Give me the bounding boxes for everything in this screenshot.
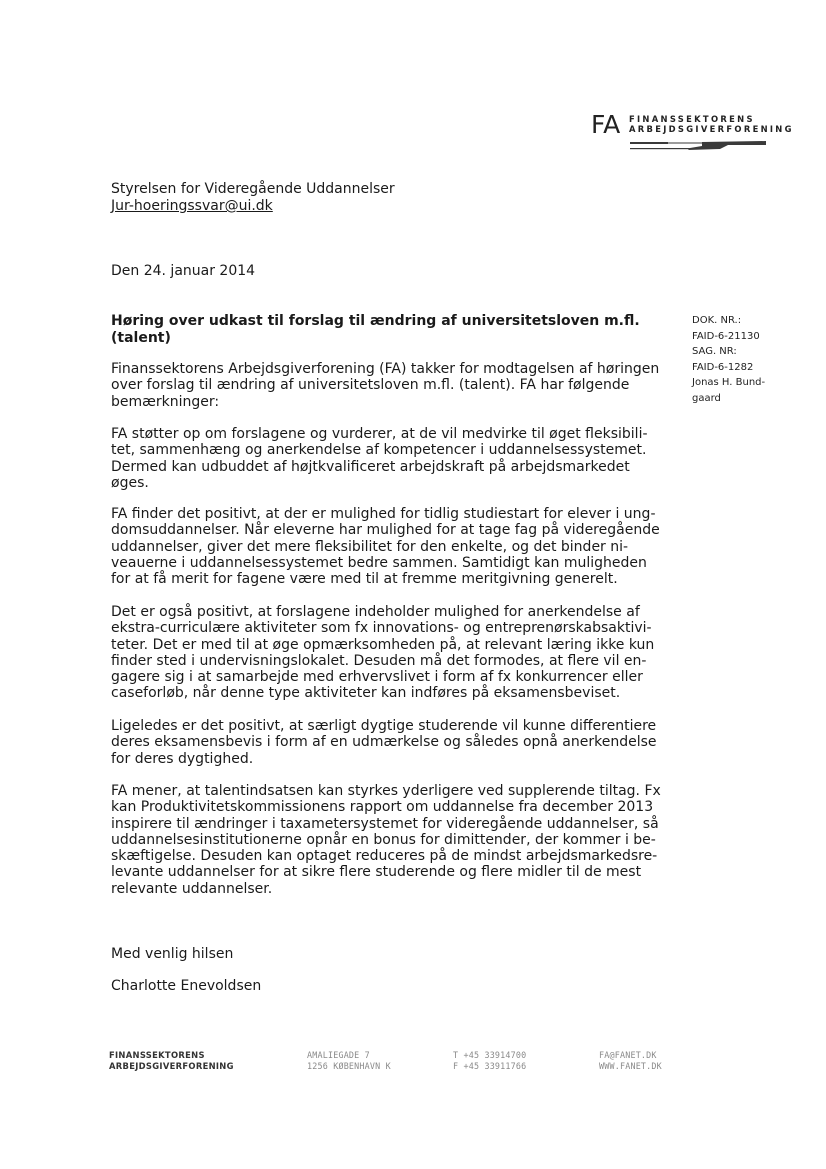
paragraph-early-start xyxy=(111,506,660,587)
paragraph-line: domsuddannelser. Når eleverne har mulighed for at tage fag på videregående xyxy=(111,522,660,539)
recipient-email-link[interactable]: Jur-hoeringssvar@ui.dk xyxy=(111,198,273,214)
footer-address-street: AMALIEGADE 7 xyxy=(307,1050,370,1060)
footer-org-line2: ARBEJDSGIVERFORENING xyxy=(109,1061,234,1071)
footer-email-link[interactable]: FA@FANET.DK xyxy=(599,1050,657,1060)
paragraph-line: veauerne i uddannelsessystemet bedre sammen. Samtidigt kan muligheden xyxy=(111,554,647,571)
paragraph-line: ekstra-curriculære aktiviteter som fx innovations- og entreprenørskabsaktivi- xyxy=(111,620,652,637)
subject-line: (talent) xyxy=(111,329,171,346)
paragraph-support xyxy=(111,426,648,491)
paragraph-extracurricular xyxy=(111,604,654,702)
paragraph-talent-initiatives xyxy=(111,783,661,897)
document-reference-sidebar xyxy=(692,313,765,406)
closing-greeting: Med venlig hilsen xyxy=(111,946,234,962)
paragraph-line: tet, sammenhæng og anerkendelse af kompetencer i uddannelsessystemet. xyxy=(111,442,647,459)
paragraph-line: gagere sig i at samarbejde med erhvervslivet i form af fx konkurrencer eller xyxy=(111,669,643,686)
paragraph-line: finder sted i undervisningslokalet. Desuden må det formodes, at flere vil en- xyxy=(111,652,647,669)
paragraph-line: skæftigelse. Desuden kan optaget reduceres på de mindst arbejdsmarkedsre- xyxy=(111,848,658,865)
paragraph-line: øges. xyxy=(111,474,149,491)
paragraph-line: kan Produktivitetskommissionens rapport om uddannelse fra december 2013 xyxy=(111,799,654,816)
paragraph-line: Ligeledes er det positivt, at særligt dygtige studerende vil kunne differentiere xyxy=(111,718,657,734)
paragraph-line: Det er også positivt, at forslagene indeholder mulighed for anerkendelse af xyxy=(111,604,640,620)
sidebar-line: Jonas H. Bund- xyxy=(692,377,766,388)
paragraph-line: bemærkninger: xyxy=(111,393,220,410)
footer-org-line1: FINANSSEKTORENS xyxy=(109,1050,205,1060)
signature-name: Charlotte Enevoldsen xyxy=(111,978,262,994)
sidebar-line: SAG. NR: xyxy=(692,346,737,357)
subject-line: Høring over udkast til forslag til ændring af universitetsloven m.fl. xyxy=(111,313,640,329)
paragraph-distinction xyxy=(111,718,657,767)
paragraph-line: uddannelser, giver det mere fleksibilitet for den enkelte, og det binder ni- xyxy=(111,538,629,555)
paragraph-line: FA mener, at talentindsatsen kan styrkes yderligere ved supplerende tiltag. Fx xyxy=(111,783,661,799)
recipient-name: Styrelsen for Videregående Uddannelser xyxy=(111,181,395,197)
paragraph-line: for deres dygtighed. xyxy=(111,750,254,767)
paragraph-intro xyxy=(111,361,659,410)
paragraph-line: relevante uddannelser. xyxy=(111,880,273,897)
paragraph-line: teter. Det er med til at øge opmærksomheden på, at relevant læring ikke kun xyxy=(111,636,655,653)
sidebar-line: gaard xyxy=(692,392,721,404)
sidebar-line: FAID-6-21130 xyxy=(692,330,760,342)
footer-phone: T +45 33914700 xyxy=(453,1050,527,1060)
paragraph-line: Finanssektorens Arbejdsgiverforening (FA) takker for modtagelsen af høringen xyxy=(111,361,660,377)
logo-mark: FA xyxy=(591,110,621,139)
logo-name-line1: FINANSSEKTORENS xyxy=(629,114,755,124)
letter-date: Den 24. januar 2014 xyxy=(111,263,256,279)
paragraph-line: Dermed kan udbuddet af højtkvalificeret arbejdskraft på arbejdsmarkedet xyxy=(111,458,630,475)
paragraph-line: FA finder det positivt, at der er mulighed for tidlig studiestart for elever i ung- xyxy=(111,506,656,522)
letter-subject xyxy=(111,313,640,346)
sidebar-line: DOK. NR.: xyxy=(692,315,742,326)
footer-fax: F +45 33911766 xyxy=(453,1061,527,1071)
footer-web-link[interactable]: WWW.FANET.DK xyxy=(599,1061,662,1071)
paragraph-line: uddannelsesinstitutionerne opnår en bonus for dimittender, der kommer i be- xyxy=(111,831,656,848)
footer-address-city: 1256 KØBENHAVN K xyxy=(307,1061,391,1071)
paragraph-line: caseforløb, når denne type aktiviteter kan indføres på eksamensbeviset. xyxy=(111,685,621,702)
paragraph-line: over forslag til ændring af universitetsloven m.fl. (talent). FA har følgende xyxy=(111,377,630,394)
paragraph-line: levante uddannelser for at sikre flere studerende og flere midler til de mest xyxy=(111,864,642,881)
logo-name-line2: ARBEJDSGIVERFORENING xyxy=(629,124,794,134)
paragraph-line: deres eksamensbevis i form af en udmærkelse og således opnå anerkendelse xyxy=(111,734,657,751)
sidebar-line: FAID-6-1282 xyxy=(692,361,754,373)
paragraph-line: FA støtter op om forslagene og vurderer, at de vil medvirke til øget fleksibili- xyxy=(111,426,648,442)
paragraph-line: for at få merit for fagene være med til at fremme meritgivning generelt. xyxy=(111,571,618,588)
paragraph-line: inspirere til ændringer i taxametersystemet for videregående uddannelser, så xyxy=(111,815,659,832)
logo-underline-graphic xyxy=(630,140,766,152)
